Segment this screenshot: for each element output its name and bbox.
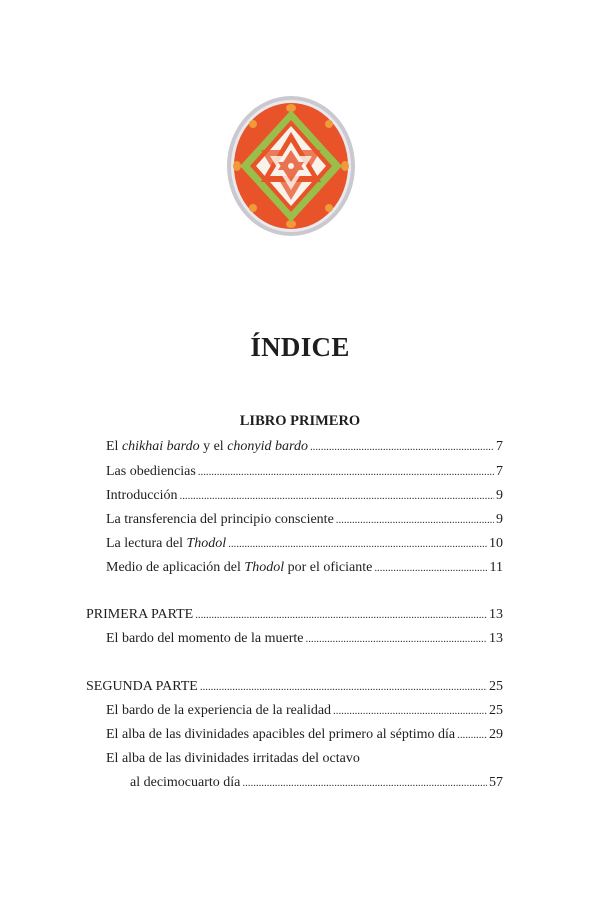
toc-page-number: 13 xyxy=(489,607,503,622)
toc-entry-label: El alba de las divinidades irritadas del octavo xyxy=(106,751,360,766)
toc-page-number: 9 xyxy=(496,488,503,503)
toc-entry[interactable] xyxy=(106,511,503,529)
toc-entry-label: La transferencia del principio consciente xyxy=(106,512,334,527)
yantra-emblem-icon xyxy=(226,96,356,236)
toc-part-label: PRIMERA PARTE xyxy=(86,607,194,622)
dot-leader xyxy=(200,678,487,696)
dot-leader xyxy=(306,630,488,648)
toc-page-number: 25 xyxy=(489,679,503,694)
toc-entry[interactable] xyxy=(106,750,503,768)
toc-part-entry[interactable] xyxy=(86,606,503,624)
dot-leader xyxy=(457,726,487,744)
toc-entry-label: Medio de aplicación del Thodol por el oficiante xyxy=(106,560,373,575)
page-title: ÍNDICE xyxy=(250,332,350,362)
toc-part-label: SEGUNDA PARTE xyxy=(86,679,198,694)
toc-entry-label: Las obediencias xyxy=(106,464,196,479)
dot-leader xyxy=(310,438,494,456)
toc-page-number: 9 xyxy=(496,512,503,527)
dot-leader xyxy=(195,606,487,624)
toc-entry[interactable] xyxy=(106,463,503,481)
toc-part-entry[interactable] xyxy=(86,678,503,696)
toc-entry-label: al decimocuarto día xyxy=(130,775,241,790)
toc-page-number: 10 xyxy=(489,536,503,551)
dot-leader xyxy=(374,559,487,577)
toc-page-number: 13 xyxy=(489,631,503,646)
book-heading: LIBRO PRIMERO xyxy=(239,413,361,429)
toc-entry-label: El bardo de la experiencia de la realidad xyxy=(106,703,332,718)
toc-entry-label: La lectura del Thodol xyxy=(106,536,227,551)
toc-page-number: 25 xyxy=(489,703,503,718)
toc-entry[interactable] xyxy=(106,438,503,456)
toc-entry[interactable] xyxy=(106,487,503,505)
toc-entry[interactable] xyxy=(106,702,503,720)
dot-leader xyxy=(242,774,487,792)
toc-entry-label: Introducción xyxy=(106,488,178,503)
toc-entry[interactable] xyxy=(106,535,503,553)
toc-entry[interactable] xyxy=(106,630,503,648)
dot-leader xyxy=(333,702,487,720)
toc-entry-label: El chikhai bardo y el chonyid bardo xyxy=(106,439,308,454)
dot-leader xyxy=(180,487,494,505)
toc-entry-label: El bardo del momento de la muerte xyxy=(106,631,304,646)
toc-page-number: 11 xyxy=(489,560,503,575)
dot-leader xyxy=(198,463,494,481)
toc-page-number: 7 xyxy=(496,464,503,479)
toc-page-number: 57 xyxy=(489,775,503,790)
toc-entry[interactable] xyxy=(106,726,503,744)
toc-entry[interactable] xyxy=(106,559,503,577)
dot-leader xyxy=(336,511,494,529)
toc-page-number: 29 xyxy=(489,727,503,742)
dot-leader xyxy=(228,535,487,553)
toc-entry-label: El alba de las divinidades apacibles del primero al séptimo día xyxy=(106,727,456,742)
toc-page-number: 7 xyxy=(496,439,503,454)
toc-entry-continuation[interactable] xyxy=(130,774,503,792)
